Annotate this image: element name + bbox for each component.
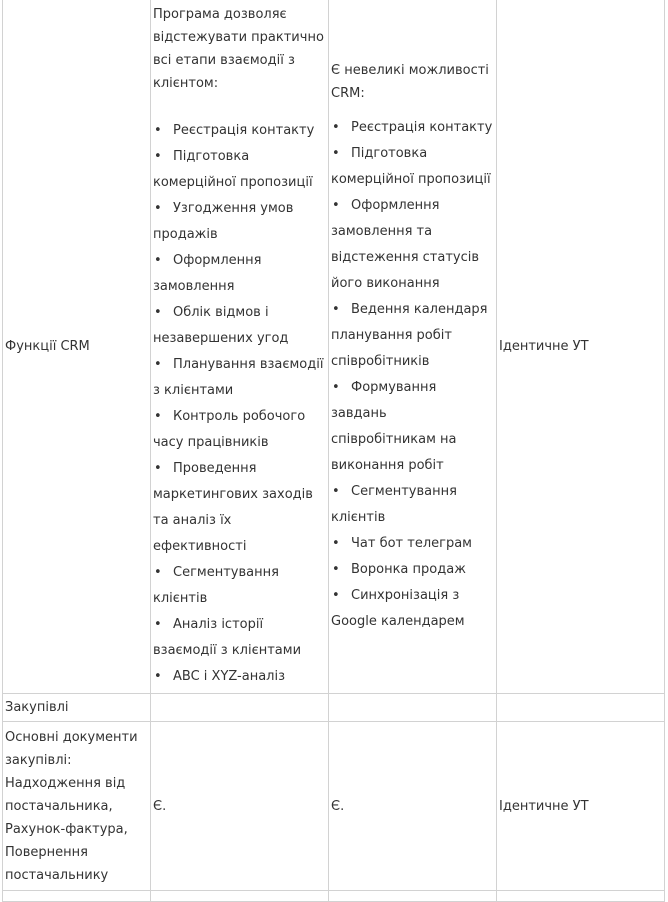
list-item: [331, 297, 494, 375]
list-item: [331, 141, 494, 193]
bullet-icon: •: [332, 535, 340, 551]
list-item-label: Узгодження умов продажів: [153, 201, 294, 242]
empty-cell: [151, 694, 329, 722]
feature-cell: Основні документи закупівлі: Надходження від постачальника, Рахунок-фактура, Повернення постачальнику: [3, 722, 151, 891]
list-item: [153, 352, 326, 404]
option-a-intro: Програма дозволяє відстежувати практично всі етапи взаємодії з клієнтом:: [153, 7, 324, 91]
list-item: [153, 248, 326, 300]
table-row: [3, 694, 665, 722]
list-item: [153, 456, 326, 560]
list-item: [153, 560, 326, 612]
list-item: [153, 300, 326, 352]
option-a-feature-list: [153, 118, 326, 690]
bullet-icon: •: [332, 561, 340, 577]
list-item: [331, 375, 494, 479]
list-item-label: Ведення календаря планування робіт співробітників: [331, 301, 488, 369]
option-a-cell: [151, 0, 329, 694]
list-item-label: Проведення маркетингових заходів та аналіз їх ефективності: [153, 461, 313, 554]
list-item: [331, 193, 494, 297]
list-item: [153, 196, 326, 248]
list-item-label: Формування завдань співробітникам на виконання робіт: [331, 379, 457, 473]
empty-cell: [151, 891, 329, 902]
list-item-label: Реєстрація контакту: [351, 119, 493, 135]
section-header-cell: Закупівлі: [3, 694, 151, 722]
bullet-icon: •: [154, 253, 162, 268]
list-item: [153, 404, 326, 456]
option-c-cell: Ідентичне УТ: [497, 0, 665, 694]
bullet-icon: •: [154, 201, 162, 216]
list-item-label: Облік відмов і незавершених угод: [153, 305, 289, 346]
option-b-intro: Є невеликі можливості CRM:: [331, 62, 489, 101]
list-item-label: Планування взаємодії з клієнтами: [153, 357, 324, 398]
bullet-icon: •: [154, 305, 162, 320]
bullet-icon: •: [154, 149, 162, 164]
bullet-icon: •: [154, 123, 162, 138]
table-row: [3, 722, 665, 891]
bullet-icon: •: [332, 145, 340, 161]
list-item-label: Чат бот телеграм: [351, 535, 472, 551]
list-item-label: Воронка продаж: [351, 561, 466, 577]
empty-cell: [329, 694, 497, 722]
option-b-cell: Є.: [329, 722, 497, 891]
bullet-icon: •: [332, 197, 340, 213]
bullet-icon: •: [154, 409, 162, 424]
comparison-table: [2, 0, 665, 902]
list-item-label: Контроль робочого часу працівників: [153, 409, 306, 450]
bullet-icon: •: [154, 357, 162, 372]
list-item: [153, 118, 326, 144]
option-b-feature-list: [331, 115, 494, 635]
option-a-cell: Є.: [151, 722, 329, 891]
list-item-label: Реєстрація контакту: [173, 123, 315, 138]
list-item-label: Сегментування клієнтів: [331, 483, 457, 525]
bullet-icon: •: [332, 483, 340, 499]
list-item: [331, 557, 494, 583]
list-item-label: Оформлення замовлення та відстеження статусів його виконання: [331, 197, 480, 291]
table-row: [3, 0, 665, 694]
list-item-label: ABC і XYZ-аналіз: [173, 669, 286, 684]
bullet-icon: •: [332, 301, 340, 317]
empty-cell: [3, 891, 151, 902]
list-item: [331, 115, 494, 141]
bullet-icon: •: [332, 587, 340, 603]
list-item: [153, 664, 326, 690]
list-item-label: Аналіз історії взаємодії з клієнтами: [153, 617, 302, 658]
bullet-icon: •: [154, 669, 162, 684]
bullet-icon: •: [154, 565, 162, 580]
list-item-label: Сегментування клієнтів: [153, 565, 279, 606]
list-item-label: Оформлення замовлення: [153, 253, 262, 294]
bullet-icon: •: [154, 461, 162, 476]
feature-cell: Функції CRM: [3, 0, 151, 694]
bullet-icon: •: [154, 617, 162, 632]
list-item: [331, 479, 494, 531]
list-item: [331, 531, 494, 557]
bullet-icon: •: [332, 119, 340, 135]
empty-cell: [497, 891, 665, 902]
list-item-label: Синхронізація з Google календарем: [331, 587, 465, 629]
bullet-icon: •: [332, 379, 340, 395]
list-item: [331, 583, 494, 635]
list-item: [153, 144, 326, 196]
list-item-label: Підготовка комерційної пропозиції: [331, 145, 491, 187]
list-item: [153, 612, 326, 664]
list-item-label: Підготовка комерційної пропозиції: [153, 149, 313, 190]
empty-cell: [497, 694, 665, 722]
option-b-cell: [329, 0, 497, 694]
table-row: [3, 891, 665, 902]
empty-cell: [329, 891, 497, 902]
option-c-cell: Ідентичне УТ: [497, 722, 665, 891]
